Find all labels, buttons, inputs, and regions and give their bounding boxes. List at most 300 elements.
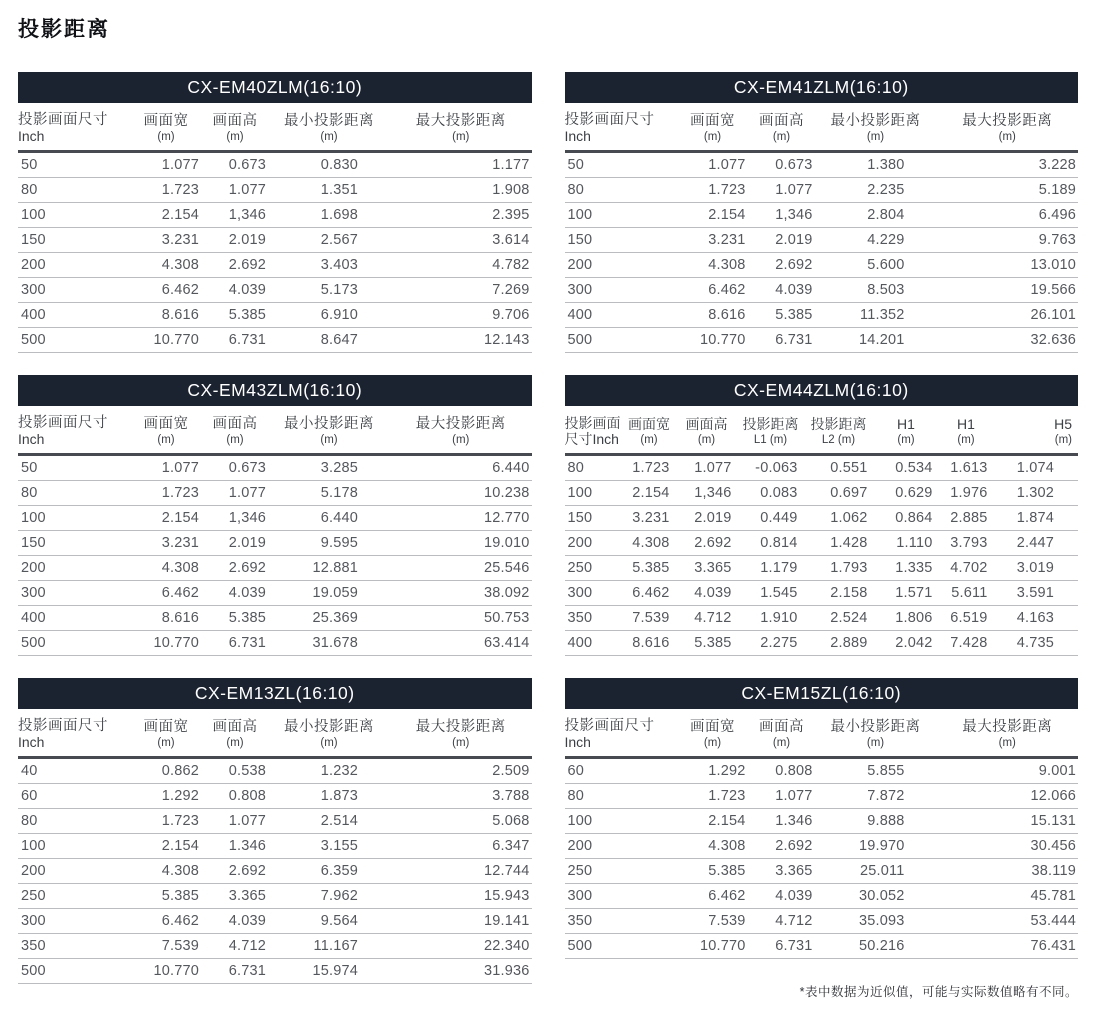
value-cell: 6.731 — [749, 328, 815, 353]
column-header-label: 最小投影距离 — [284, 113, 374, 129]
value-cell: 3.228 — [937, 152, 1079, 178]
value-cell: 38.092 — [390, 581, 532, 606]
value-cell: 5.385 — [676, 631, 738, 656]
column-header — [130, 709, 202, 758]
value-cell: 4.308 — [623, 531, 676, 556]
value-cell: 38.119 — [937, 859, 1079, 884]
header-row — [565, 709, 1079, 758]
value-cell: 0.629 — [874, 481, 939, 506]
column-header-unit: (m) — [998, 131, 1016, 143]
value-cell: 4.308 — [130, 859, 202, 884]
table-row — [18, 784, 532, 809]
value-cell: 31.678 — [268, 631, 390, 656]
value-cell: 1.723 — [677, 784, 749, 809]
column-header-unit: (m) — [866, 737, 885, 749]
value-cell: 5.385 — [677, 859, 749, 884]
value-cell: 6.462 — [130, 909, 202, 934]
value-cell: 5.855 — [815, 758, 937, 784]
column-header-label: 投影画面尺寸 — [564, 718, 655, 734]
value-cell: 4.039 — [202, 581, 268, 606]
value-cell: 45.781 — [937, 884, 1079, 909]
value-cell: 2.019 — [202, 531, 268, 556]
table-row — [565, 784, 1079, 809]
table-row — [18, 631, 532, 656]
value-cell: 4.039 — [202, 909, 268, 934]
column-header-label: 最大投影距离 — [415, 416, 506, 432]
value-cell: 3.285 — [268, 455, 390, 481]
data-table — [565, 103, 1079, 353]
value-cell: 3.019 — [994, 556, 1079, 581]
value-cell: 2.275 — [738, 631, 804, 656]
value-cell: 31.936 — [390, 959, 532, 984]
value-cell: 1.545 — [738, 581, 804, 606]
projection-table-cx-em13zl — [18, 678, 532, 984]
value-cell: 3.365 — [202, 884, 268, 909]
value-cell: 0.673 — [202, 152, 268, 178]
column-header-unit: L1 (m) — [753, 434, 788, 446]
size-cell: 200 — [565, 253, 677, 278]
size-cell: 80 — [18, 178, 130, 203]
value-cell: 30.456 — [937, 834, 1079, 859]
value-cell: 4.039 — [676, 581, 738, 606]
value-cell: 1.873 — [268, 784, 390, 809]
column-header-unit: (m) — [226, 737, 244, 749]
table-row — [565, 884, 1079, 909]
column-header-label: 最小投影距离 — [284, 416, 374, 432]
projection-table-cx-em43zlm — [18, 375, 532, 656]
value-cell: 2.514 — [268, 809, 390, 834]
column-header-unit: (m) — [998, 737, 1016, 749]
size-cell: 200 — [565, 834, 677, 859]
value-cell: 1,346 — [676, 481, 738, 506]
size-cell: 100 — [565, 481, 623, 506]
value-cell: 4.039 — [749, 884, 815, 909]
size-cell: 500 — [18, 959, 130, 984]
value-cell: 50.753 — [390, 606, 532, 631]
column-header — [815, 103, 937, 152]
value-cell: 2.804 — [815, 203, 937, 228]
table-row — [18, 152, 532, 178]
size-cell: 150 — [565, 228, 677, 253]
column-header — [268, 103, 390, 152]
value-cell: 1.232 — [268, 758, 390, 784]
column-header — [18, 406, 130, 455]
column-header-label: 最大投影距离 — [962, 113, 1053, 129]
table-row — [18, 909, 532, 934]
column-header-unit: (m) — [452, 434, 470, 446]
value-cell: 5.385 — [202, 303, 268, 328]
column-header — [202, 709, 268, 758]
projection-table-cx-em44zlm — [565, 375, 1079, 656]
value-cell: 76.431 — [937, 934, 1079, 959]
value-cell: 6.462 — [677, 278, 749, 303]
value-cell: 1.380 — [815, 152, 937, 178]
value-cell: 15.943 — [390, 884, 532, 909]
column-header-unit: (m) — [640, 434, 658, 446]
table-title: CX-EM41ZLM(16:10) — [565, 72, 1079, 103]
table-row — [565, 631, 1079, 656]
column-header-label: 投影画面尺寸 — [564, 112, 655, 128]
value-cell: 32.636 — [937, 328, 1079, 353]
value-cell: 0.538 — [202, 758, 268, 784]
data-table — [18, 709, 532, 984]
value-cell: 12.066 — [937, 784, 1079, 809]
column-header-unit: (m) — [226, 434, 244, 446]
table-row — [565, 809, 1079, 834]
table-row — [565, 481, 1079, 506]
value-cell: 1.077 — [130, 152, 202, 178]
column-header — [565, 103, 677, 152]
value-cell: 7.539 — [677, 909, 749, 934]
value-cell: 3.231 — [623, 506, 676, 531]
table-row — [565, 556, 1079, 581]
value-cell: 3.231 — [677, 228, 749, 253]
value-cell: 0.449 — [738, 506, 804, 531]
column-header-label: 投影画面尺寸 — [18, 718, 108, 734]
size-cell: 400 — [565, 631, 623, 656]
value-cell: 6.462 — [623, 581, 676, 606]
table-row — [565, 328, 1079, 353]
table-row — [18, 203, 532, 228]
size-cell: 200 — [18, 859, 130, 884]
value-cell: 1.179 — [738, 556, 804, 581]
column-header — [202, 406, 268, 455]
header-row — [565, 406, 1079, 455]
column-header-label: 投影距离 — [742, 416, 799, 432]
value-cell: 25.369 — [268, 606, 390, 631]
value-cell: 5.068 — [390, 809, 532, 834]
value-cell: 6.731 — [202, 631, 268, 656]
value-cell: 2.567 — [268, 228, 390, 253]
value-cell: 3.614 — [390, 228, 532, 253]
projection-table-cx-em40zlm — [18, 72, 532, 353]
value-cell: 1.062 — [804, 506, 874, 531]
value-cell: 8.616 — [130, 606, 202, 631]
value-cell: 0.551 — [804, 455, 874, 481]
value-cell: 1.723 — [623, 455, 676, 481]
value-cell: 11.167 — [268, 934, 390, 959]
value-cell: 7.539 — [623, 606, 676, 631]
value-cell: 0.083 — [738, 481, 804, 506]
value-cell: 4.735 — [994, 631, 1079, 656]
column-header-label: 最小投影距离 — [830, 113, 921, 129]
column-header — [677, 103, 749, 152]
value-cell: 6.910 — [268, 303, 390, 328]
value-cell: 10.770 — [130, 328, 202, 353]
value-cell: 1,346 — [202, 203, 268, 228]
value-cell: 2.154 — [130, 203, 202, 228]
column-header-label: H5 — [1054, 416, 1072, 432]
size-cell: 300 — [565, 581, 623, 606]
value-cell: 2.692 — [202, 556, 268, 581]
table-title: CX-EM43ZLM(16:10) — [18, 375, 532, 406]
tables-column-left — [18, 72, 532, 984]
value-cell: 3.365 — [749, 859, 815, 884]
value-cell: 9.888 — [815, 809, 937, 834]
value-cell: 9.706 — [390, 303, 532, 328]
column-header-unit: (m) — [772, 737, 791, 749]
value-cell: 5.178 — [268, 481, 390, 506]
value-cell: 5.611 — [939, 581, 994, 606]
column-header-label: 投影画面 — [564, 415, 621, 431]
column-header-unit: Inch — [564, 128, 591, 144]
table-row — [565, 506, 1079, 531]
value-cell: 22.340 — [390, 934, 532, 959]
column-header-label: 最小投影距离 — [830, 719, 921, 735]
column-header — [390, 709, 532, 758]
table-row — [18, 834, 532, 859]
column-header-label: 投影画面尺寸 — [18, 415, 108, 431]
value-cell: 1.613 — [939, 455, 994, 481]
column-header — [268, 406, 390, 455]
column-header — [268, 709, 390, 758]
value-cell: 6.496 — [937, 203, 1079, 228]
column-header — [623, 406, 676, 455]
table-row — [18, 455, 532, 481]
column-header-unit: Inch — [564, 734, 591, 750]
column-header — [130, 103, 202, 152]
value-cell: 9.001 — [937, 758, 1079, 784]
value-cell: 5.600 — [815, 253, 937, 278]
column-header-unit: (m) — [1054, 434, 1072, 446]
size-cell: 100 — [18, 834, 130, 859]
table-row — [18, 884, 532, 909]
column-header — [749, 103, 815, 152]
size-cell: 200 — [18, 253, 130, 278]
value-cell: 0.864 — [874, 506, 939, 531]
size-cell: 150 — [18, 228, 130, 253]
value-cell: 25.546 — [390, 556, 532, 581]
value-cell: 2.395 — [390, 203, 532, 228]
value-cell: 19.010 — [390, 531, 532, 556]
size-cell: 250 — [18, 884, 130, 909]
table-row — [18, 253, 532, 278]
size-cell: 250 — [565, 859, 677, 884]
value-cell: 2.019 — [202, 228, 268, 253]
column-header — [939, 406, 994, 455]
column-header-label: 画面高 — [212, 719, 258, 735]
value-cell: 2.019 — [749, 228, 815, 253]
size-cell: 100 — [565, 809, 677, 834]
size-cell: 400 — [18, 303, 130, 328]
value-cell: 9.595 — [268, 531, 390, 556]
value-cell: 2.042 — [874, 631, 939, 656]
column-header-unit: (m) — [703, 737, 722, 749]
column-header-unit: (m) — [452, 131, 470, 143]
value-cell: 6.731 — [202, 328, 268, 353]
data-table — [18, 103, 532, 353]
value-cell: 1.723 — [130, 178, 202, 203]
value-cell: 1.351 — [268, 178, 390, 203]
value-cell: 5.173 — [268, 278, 390, 303]
value-cell: 1.110 — [874, 531, 939, 556]
value-cell: 1.346 — [749, 809, 815, 834]
value-cell: 8.503 — [815, 278, 937, 303]
size-cell: 100 — [18, 203, 130, 228]
column-header-unit: (m) — [157, 434, 175, 446]
value-cell: 1.346 — [202, 834, 268, 859]
column-header-label: 投影画面尺寸 — [18, 112, 108, 128]
value-cell: 12.744 — [390, 859, 532, 884]
column-header — [937, 103, 1079, 152]
column-header-label: 画面宽 — [143, 113, 189, 129]
table-row — [18, 328, 532, 353]
table-row — [565, 253, 1079, 278]
column-header — [815, 709, 937, 758]
table-row — [18, 178, 532, 203]
column-header-unit: (m) — [157, 131, 175, 143]
column-header-unit: 尺寸Inch — [564, 431, 619, 447]
column-header-unit: Inch — [18, 128, 45, 144]
column-header-unit: (m) — [320, 434, 338, 446]
column-header — [565, 406, 623, 455]
value-cell: 2.154 — [130, 834, 202, 859]
size-cell: 200 — [18, 556, 130, 581]
value-cell: 3.365 — [676, 556, 738, 581]
column-header-label: 最小投影距离 — [284, 719, 374, 735]
value-cell: 1.428 — [804, 531, 874, 556]
column-header-label: 画面宽 — [628, 416, 670, 432]
value-cell: 2.235 — [815, 178, 937, 203]
value-cell: 9.564 — [268, 909, 390, 934]
value-cell: 6.440 — [390, 455, 532, 481]
value-cell: 4.039 — [749, 278, 815, 303]
size-cell: 150 — [565, 506, 623, 531]
column-header — [390, 103, 532, 152]
value-cell: 13.010 — [937, 253, 1079, 278]
size-cell: 60 — [18, 784, 130, 809]
value-cell: 4.308 — [130, 556, 202, 581]
table-row — [565, 278, 1079, 303]
value-cell: 1.077 — [749, 178, 815, 203]
column-header-label: 画面宽 — [690, 719, 735, 735]
value-cell: 4.308 — [677, 834, 749, 859]
column-header-label: 画面高 — [759, 113, 804, 129]
table-row — [565, 203, 1079, 228]
value-cell: 2.889 — [804, 631, 874, 656]
column-header-label: 画面宽 — [143, 416, 189, 432]
column-header-label: 画面宽 — [690, 113, 735, 129]
value-cell: 12.881 — [268, 556, 390, 581]
value-cell: 1.793 — [804, 556, 874, 581]
table-row — [565, 531, 1079, 556]
value-cell: 3.231 — [130, 531, 202, 556]
table-row — [18, 959, 532, 984]
value-cell: 2.019 — [676, 506, 738, 531]
value-cell: 6.462 — [130, 278, 202, 303]
column-header-unit: (m) — [897, 434, 915, 446]
footnote: *表中数据为近似值，可能与实际数值略有不同。 — [799, 985, 1078, 999]
value-cell: 2.885 — [939, 506, 994, 531]
table-title: CX-EM15ZL(16:10) — [565, 678, 1079, 709]
table-row — [18, 809, 532, 834]
value-cell: 1.177 — [390, 152, 532, 178]
column-header-label: H1 — [897, 416, 915, 432]
value-cell: 2.692 — [676, 531, 738, 556]
size-cell: 500 — [565, 328, 677, 353]
value-cell: 6.462 — [677, 884, 749, 909]
column-header — [738, 406, 804, 455]
value-cell: 2.692 — [749, 834, 815, 859]
value-cell: 3.231 — [130, 228, 202, 253]
value-cell: 5.385 — [202, 606, 268, 631]
value-cell: 4.229 — [815, 228, 937, 253]
value-cell: 1.723 — [130, 809, 202, 834]
value-cell: 10.770 — [677, 934, 749, 959]
value-cell: 7.269 — [390, 278, 532, 303]
value-cell: 4.308 — [130, 253, 202, 278]
size-cell: 100 — [18, 506, 130, 531]
value-cell: 1.077 — [130, 455, 202, 481]
value-cell: 2.154 — [623, 481, 676, 506]
table-row — [18, 228, 532, 253]
column-header — [749, 709, 815, 758]
value-cell: 26.101 — [937, 303, 1079, 328]
value-cell: 4.712 — [202, 934, 268, 959]
value-cell: 0.808 — [749, 758, 815, 784]
column-header — [676, 406, 738, 455]
header-row — [18, 103, 532, 152]
value-cell: 5.385 — [623, 556, 676, 581]
table-row — [565, 934, 1079, 959]
value-cell: 1.077 — [202, 809, 268, 834]
value-cell: 4.712 — [749, 909, 815, 934]
column-header-unit: (m) — [320, 737, 338, 749]
table-row — [565, 178, 1079, 203]
value-cell: 1,346 — [749, 203, 815, 228]
header-row — [565, 103, 1079, 152]
size-cell: 80 — [18, 809, 130, 834]
table-title: CX-EM13ZL(16:10) — [18, 678, 532, 709]
tables-column-right — [565, 72, 1079, 984]
value-cell: 19.970 — [815, 834, 937, 859]
value-cell: 1.077 — [202, 481, 268, 506]
table-row — [565, 859, 1079, 884]
value-cell: 0.673 — [202, 455, 268, 481]
value-cell: 10.238 — [390, 481, 532, 506]
column-header — [390, 406, 532, 455]
value-cell: 63.414 — [390, 631, 532, 656]
value-cell: 2.154 — [130, 506, 202, 531]
header-row — [18, 709, 532, 758]
table-row — [18, 556, 532, 581]
value-cell: 4.163 — [994, 606, 1079, 631]
column-header-unit: (m) — [157, 737, 175, 749]
size-cell: 400 — [565, 303, 677, 328]
value-cell: 1.806 — [874, 606, 939, 631]
value-cell: 6.519 — [939, 606, 994, 631]
table-title: CX-EM40ZLM(16:10) — [18, 72, 532, 103]
table-row — [18, 481, 532, 506]
column-header-label: 画面宽 — [143, 719, 189, 735]
value-cell: 6.731 — [202, 959, 268, 984]
column-header-unit: L2 (m) — [821, 434, 856, 446]
size-cell: 50 — [565, 152, 677, 178]
value-cell: 8.647 — [268, 328, 390, 353]
table-row — [18, 531, 532, 556]
value-cell: 4.039 — [202, 278, 268, 303]
value-cell: 3.788 — [390, 784, 532, 809]
size-cell: 100 — [565, 203, 677, 228]
data-table — [565, 709, 1079, 959]
value-cell: 1.874 — [994, 506, 1079, 531]
value-cell: 3.591 — [994, 581, 1079, 606]
value-cell: 8.616 — [623, 631, 676, 656]
value-cell: 15.974 — [268, 959, 390, 984]
size-cell: 350 — [565, 606, 623, 631]
value-cell: 15.131 — [937, 809, 1079, 834]
table-row — [18, 303, 532, 328]
